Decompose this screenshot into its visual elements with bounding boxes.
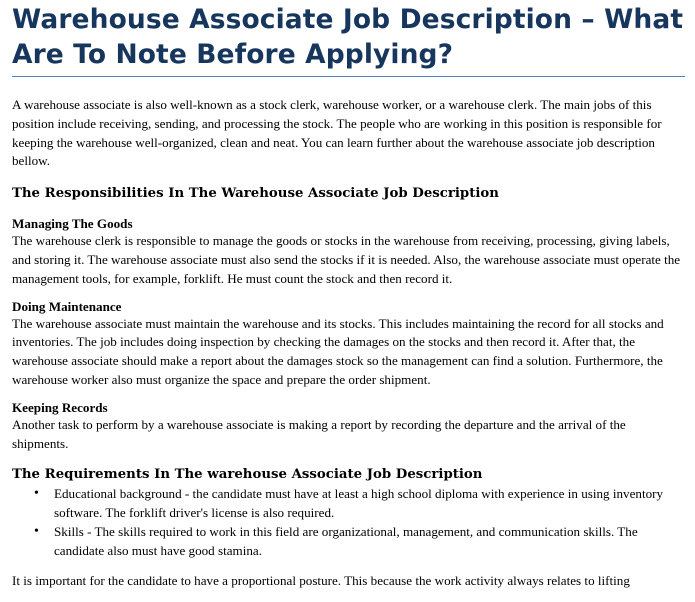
closing-paragraph: It is important for the candidate to have a proportional posture. This because the work activity always relates to lifting xyxy=(12,572,630,588)
section-title: Keeping Records xyxy=(12,399,108,415)
responsibilities-heading: The Responsibilities In The Warehouse Associate Job Description xyxy=(12,186,499,202)
section-keeping-records xyxy=(12,399,685,454)
title-divider xyxy=(12,76,685,77)
list-item xyxy=(12,485,685,523)
page-title: Warehouse Associate Job Description – What Are To Note Before Applying? xyxy=(12,4,684,70)
list-item-text: Educational background - the candidate must have at least a high school diploma with experience in using inventory software. The forklift driver's license is also required. xyxy=(54,486,664,521)
section-doing-maintenance xyxy=(12,298,685,390)
requirements-list xyxy=(12,485,685,560)
bullet-icon: • xyxy=(34,486,39,502)
article xyxy=(12,0,685,590)
section-body: Another task to perform by a warehouse associate is making a report by recording the departure and the arrival of the shipments. xyxy=(12,416,626,451)
list-item-text: Skills - The skills required to work in this field are organizational, management, and communication skills. The candidate also must have good stamina. xyxy=(54,523,638,558)
intro-paragraph: A warehouse associate is also well-known as a stock clerk, warehouse worker, or a warehouse clerk. The main jobs of this position include receiving, sending, and processing the stock. The people who are working in this position is responsible for keeping the warehouse well-organized, clean and neat. You can learn further about the warehouse associate job description bellow. xyxy=(12,97,662,169)
section-managing-goods xyxy=(12,215,685,288)
section-body: The warehouse clerk is responsible to manage the goods or stocks in the warehouse from receiving, processing, giving labels, and storing it. The warehouse associate must also send the stocks if it is needed. Also, the warehouse associate must operate the management tools, for example, forklift. He must count the stock and then record it. xyxy=(12,233,681,286)
section-title: Doing Maintenance xyxy=(12,298,122,314)
section-body: The warehouse associate must maintain the warehouse and its stocks. This includes maintaining the record for all stocks and inventories. The job includes doing inspection by checking the damages on the stocks and then record it. After that, the warehouse associate should make a report about the damages stock so the management can find a solution. Furthermore, the warehouse worker also must organize the space and prepare the order shipment. xyxy=(12,315,664,387)
list-item xyxy=(12,523,685,561)
section-title: Managing The Goods xyxy=(12,216,133,232)
bullet-icon: • xyxy=(34,523,39,539)
requirements-heading: The Requirements In The warehouse Associate Job Description xyxy=(12,467,483,483)
